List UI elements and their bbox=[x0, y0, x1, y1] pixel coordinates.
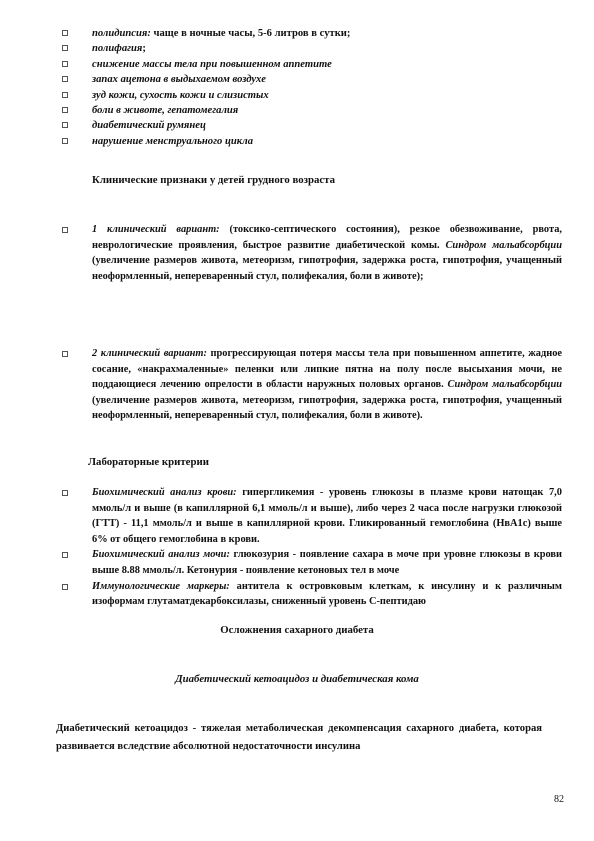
variant-1-paragraph: 1 клинический вариант: (токсико-септического состояния), резкое обезвоживание, рвота, неврологические проявления, быстрое развитие диабетической комы. Синдром мальабсорбции (увеличение размеров живота, метеоризм, гипотрофия, задержка роста, гипотрофия, учащенный неоформленный, непереваренный стул, полифекалия, боли в животе); bbox=[62, 222, 562, 284]
list-item: зуд кожи, сухость кожи и слизистых bbox=[62, 88, 542, 103]
list-item: Биохимический анализ мочи: глюкозурия - появление сахара в моче при уровне глюкозы в крови выше 8.88 ммоль/л. Кетонурия - появление кетоновых тел в моче bbox=[62, 547, 562, 578]
bullet-icon bbox=[62, 107, 68, 113]
clinical-variant-2 bbox=[62, 346, 562, 424]
list-item: полифагия; bbox=[62, 41, 542, 56]
bullet-icon bbox=[62, 584, 68, 590]
bullet-icon bbox=[62, 490, 68, 496]
complications-heading: Осложнения сахарного диабета bbox=[220, 624, 374, 636]
list-item: нарушение менструального цикла bbox=[62, 134, 542, 149]
variant-2-paragraph: 2 клинический вариант: прогрессирующая потеря массы тела при повышенном аппетите, жадное сосание, «накрахмаленные» пеленки или липкие пятна на полу после высыхания мочи, не поддающиеся лечению опрелости в области наружных половых органов. Синдром мальабсорбции (увеличение размеров живота, метеоризм, гипотрофия, задержка роста, гипотрофия, учащенный неоформленный, непереваренный стул, полифекалия, боли в животе). bbox=[62, 346, 562, 424]
lab-criteria-heading: Лабораторные критерии bbox=[88, 456, 209, 468]
bullet-icon bbox=[62, 227, 68, 233]
definition-paragraph: Диабетический кетоацидоз - тяжелая метаболическая декомпенсация сахарного диабета, которая развивается вследствие абсолютной недостаточности инсулина bbox=[56, 723, 542, 752]
bullet-icon bbox=[62, 138, 68, 144]
bullet-icon bbox=[62, 92, 68, 98]
bullet-icon bbox=[62, 351, 68, 357]
list-item: Иммунологические маркеры: антитела к островковым клеткам, к инсулину и к различным изоформам глутаматдекарбоксилазы, сниженный уровень С-пептидаю bbox=[62, 579, 562, 610]
bullet-icon bbox=[62, 552, 68, 558]
bullet-icon bbox=[62, 45, 68, 51]
bullet-icon bbox=[62, 30, 68, 36]
list-item: запах ацетона в выдыхаемом воздухе bbox=[62, 72, 542, 87]
page-number: 82 bbox=[554, 794, 564, 805]
bullet-icon bbox=[62, 61, 68, 67]
list-item: полидипсия: чаще в ночные часы, 5-6 литров в сутки; bbox=[62, 26, 542, 41]
infant-signs-heading: Клинические признаки у детей грудного возраста bbox=[92, 174, 336, 186]
bullet-icon bbox=[62, 76, 68, 82]
lab-criteria-list bbox=[62, 485, 562, 610]
bullet-icon bbox=[62, 122, 68, 128]
clinical-variant-1 bbox=[62, 222, 562, 284]
ketoacidosis-heading: Диабетический кетоацидоз и диабетическая кома bbox=[175, 673, 419, 685]
list-item: боли в животе, гепатомегалия bbox=[62, 103, 542, 118]
list-item: диабетический румянец bbox=[62, 118, 542, 133]
list-item: Биохимический анализ крови: гипергликемия - уровень глюкозы в плазме крови натощак 7,0 ммоль/л и выше (в капиллярной 6,1 ммоль/л и выше), либо через 2 часа после нагрузки глюкозой (ГТТ) - 11,1 ммоль/л и выше в капиллярной крови. Гликированный гемоглобина (НвА1с) выше 6% от общего гемоглобина в крови. bbox=[62, 485, 562, 547]
list-item: снижение массы тела при повышенном аппетите bbox=[62, 57, 542, 72]
symptom-list bbox=[62, 26, 542, 149]
